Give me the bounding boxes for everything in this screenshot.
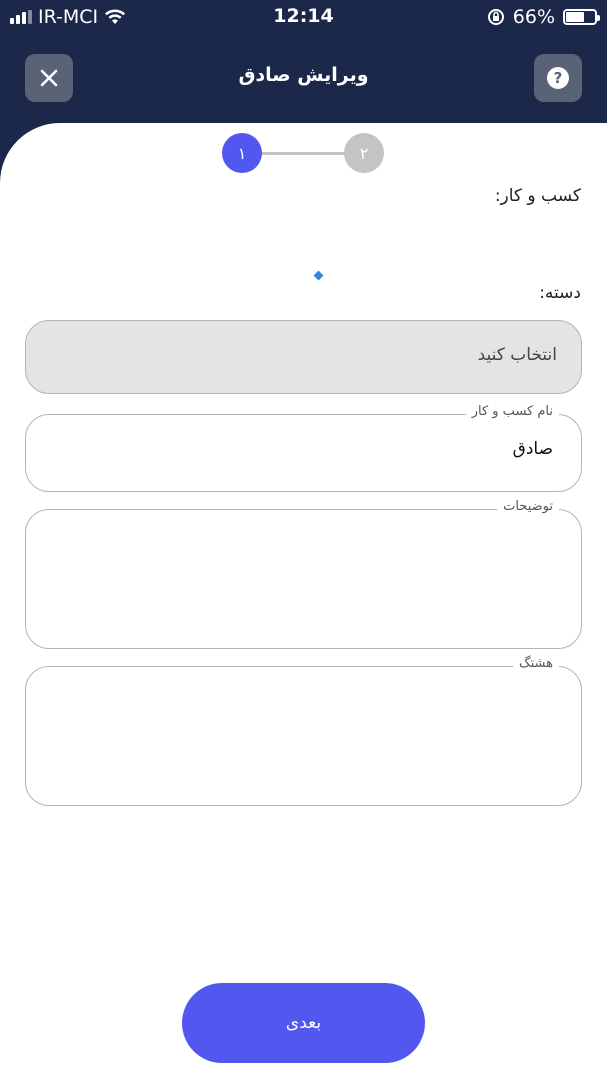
page-title: ویرایش صادق (238, 64, 369, 86)
loading-indicator (314, 271, 324, 281)
description-label: توضیحات (497, 499, 559, 514)
battery-icon (563, 9, 597, 25)
hashtag-label: هشتگ (513, 656, 559, 671)
header (0, 34, 607, 124)
step-1[interactable]: ۱ (222, 133, 262, 173)
category-label: دسته: (539, 283, 581, 303)
orientation-lock-icon (487, 8, 505, 26)
next-button[interactable]: بعدی (182, 983, 425, 1063)
status-right (487, 6, 597, 28)
business-name-label: نام کسب و کار (466, 404, 559, 419)
business-name-field[interactable] (25, 404, 582, 492)
business-name-value: صادق (512, 439, 553, 459)
stepper (222, 133, 384, 173)
business-label: کسب و کار: (494, 186, 581, 206)
status-bar (0, 0, 607, 34)
category-select[interactable] (25, 320, 582, 394)
help-button[interactable] (534, 54, 582, 102)
battery-percent: 66% (512, 6, 555, 28)
hashtag-field[interactable] (25, 656, 582, 806)
help-icon: ? (547, 67, 569, 89)
form-sheet (0, 123, 607, 1080)
description-field[interactable] (25, 499, 582, 649)
status-time: 12:14 (273, 5, 334, 27)
step-2[interactable]: ۲ (344, 133, 384, 173)
carrier-name: IR-MCI (38, 6, 99, 28)
battery-level (566, 12, 584, 22)
category-select-value: انتخاب کنید (477, 345, 557, 365)
